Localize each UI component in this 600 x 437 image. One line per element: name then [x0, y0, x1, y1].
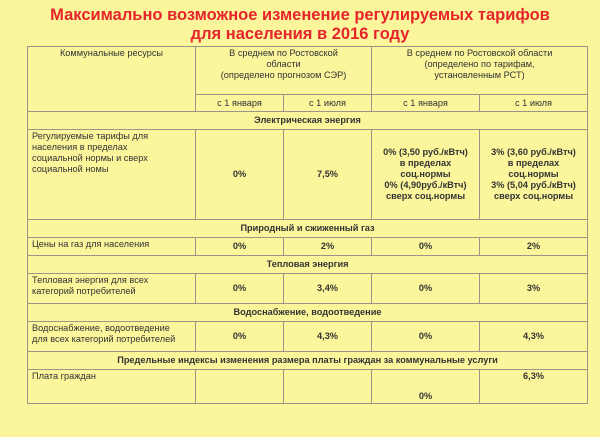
header-sep-jul: с 1 июля	[284, 95, 372, 112]
row-citizens-name: Плата граждан	[28, 370, 196, 404]
row-electricity-name: Регулируемые тарифы для населения в пределах социальной нормы и сверх социальной номы	[28, 130, 196, 220]
row-water-rst-jul: 4,3%	[480, 322, 588, 352]
section-gas: Природный и сжиженный газ	[28, 220, 588, 238]
row-water-sep-jul: 4,3%	[284, 322, 372, 352]
row-electricity-rst-jan: 0% (3,50 руб./кВтч) в пределах соц.нормы 0% (4,90руб./кВтч) сверх соц.нормы	[372, 130, 480, 220]
row-gas-sep-jan: 0%	[196, 238, 284, 256]
section-water: Водоснабжение, водоотведение	[28, 304, 588, 322]
row-water-sep-jan: 0%	[196, 322, 284, 352]
title-line-2: для населения в 2016 году	[190, 25, 410, 43]
header-rst-jan: с 1 января	[372, 95, 480, 112]
row-electricity-sep-jul: 7,5%	[284, 130, 372, 220]
row-heat-rst-jul: 3%	[480, 274, 588, 304]
row-gas-rst-jul: 2%	[480, 238, 588, 256]
header-rostov-avg-sep: В среднем по Ростовской области (определено прогнозом СЭР)	[196, 47, 372, 95]
section-heat: Тепловая энергия	[28, 256, 588, 274]
row-citizens-rst-jan: 0%	[372, 370, 480, 404]
row-gas-sep-jul: 2%	[284, 238, 372, 256]
section-electricity: Электрическая энергия	[28, 112, 588, 130]
row-citizens-sep-jan	[196, 370, 284, 404]
row-heat-rst-jan: 0%	[372, 274, 480, 304]
row-gas-name: Цены на газ для населения	[28, 238, 196, 256]
row-heat-sep-jul: 3,4%	[284, 274, 372, 304]
header-rostov-avg-rst: В среднем по Ростовской области (определено по тарифам, установленным РСТ)	[372, 47, 588, 95]
row-electricity-sep-jan: 0%	[196, 130, 284, 220]
header-sep-jan: с 1 января	[196, 95, 284, 112]
row-electricity-rst-jul: 3% (3,60 руб./кВтч) в пределах соц.нормы 3% (5,04 руб./кВтч) сверх соц.нормы	[480, 130, 588, 220]
row-heat-name: Тепловая энергия для всех категорий потребителей	[28, 274, 196, 304]
header-rst-jul: с 1 июля	[480, 95, 588, 112]
row-water-rst-jan: 0%	[372, 322, 480, 352]
row-gas-rst-jan: 0%	[372, 238, 480, 256]
tariff-table	[27, 46, 588, 404]
title-line-1: Максимально возможное изменение регулируемых тарифов	[50, 6, 550, 24]
row-citizens-sep-jul	[284, 370, 372, 404]
page-title	[0, 6, 600, 44]
row-citizens-rst-jul: 6,3%	[480, 370, 588, 404]
header-resources: Коммунальные ресурсы	[28, 47, 196, 112]
row-heat-sep-jan: 0%	[196, 274, 284, 304]
row-water-name: Водоснабжение, водоотведение для всех категорий потребителей	[28, 322, 196, 352]
section-limits: Предельные индексы изменения размера платы граждан за коммунальные услуги	[28, 352, 588, 370]
